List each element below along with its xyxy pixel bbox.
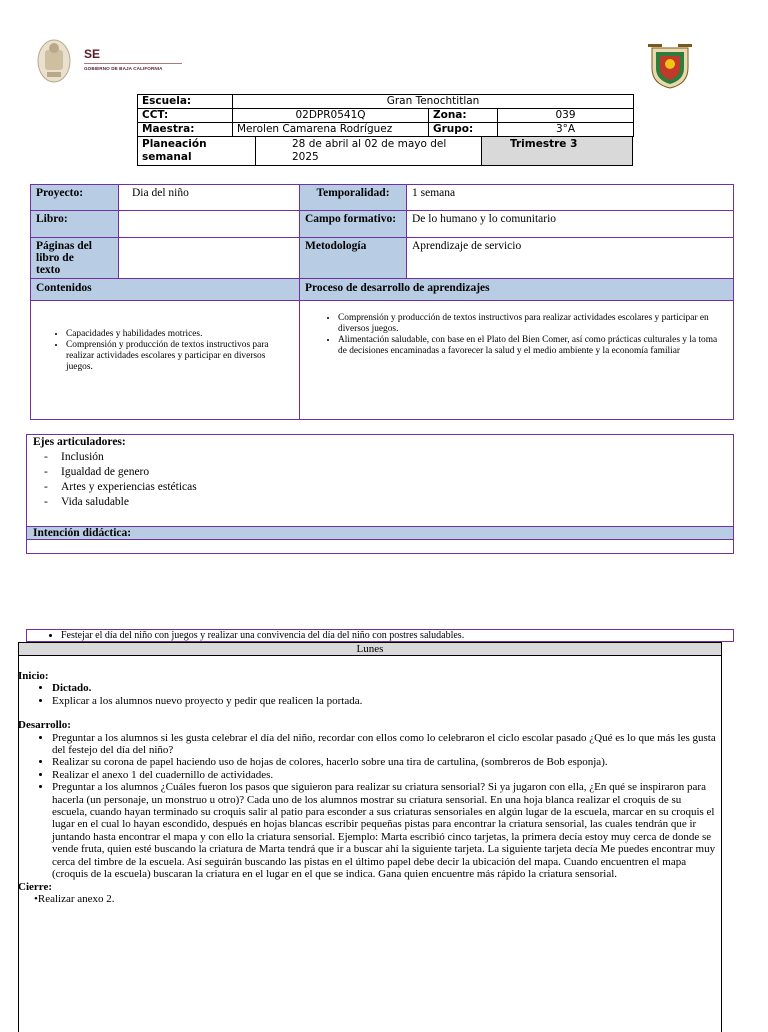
planeacion-label: Planeación semanal [138,137,256,165]
proyecto-value: Dia del niño [119,185,300,211]
proceso-header: Proceso de desarrollo de aprendizajes [300,279,733,301]
project-table [30,184,734,420]
trimestre-value: Trimestre 3 [482,137,632,165]
metodologia-label: Metodología [300,238,407,279]
cct-value: 02DPR0541Q [233,109,429,123]
list-item: • Realizar el anexo 1 del cuadernillo de actividades. [52,769,718,781]
inicio-label: Inicio: [18,670,49,682]
zona-value: 039 [498,109,634,123]
grupo-value: 3°A [498,123,634,137]
fecha-value: 28 de abril al 02 de mayo del 2025 [256,137,482,165]
lunes-plan [18,670,718,905]
list-item: • Dictado. [52,682,718,694]
temporalidad-value: 1 semana [407,185,733,211]
list-item: - Inclusión [61,450,197,465]
paginas-value [119,238,300,279]
school-emblem-icon [644,42,696,90]
state-seal-icon [36,38,72,84]
org-subtitle: GOBIERNO DE BAJA CALIFORNIA [84,66,163,71]
proceso-list [300,301,733,419]
proyecto-label: Proyecto: [31,185,119,211]
list-item: • Explicar a los alumnos nuevo proyecto y pedir que realicen la portada. [52,695,718,707]
list-item: • Realizar su corona de papel haciendo uso de hojas de colores, hacerlo sobre una tira de cartulina, (sombreros de Bob esponja). [52,756,718,768]
libro-value [119,211,300,238]
org-divider [84,63,182,64]
metodologia-value: Aprendizaje de servicio [407,238,733,279]
campo-label: Campo formativo: [300,211,407,238]
cierre-label: Cierre: [18,880,52,893]
org-abbreviation: SE [84,47,101,61]
temporalidad-label: Temporalidad: [300,185,407,211]
intencion-text [26,629,734,642]
list-item: - Igualdad de genero [61,465,197,480]
list-item: • Preguntar a los alumnos ¿Cuáles fueron los pasos que siguieron para realizar su criatura sensorial? Si ya jugaron con ella, ¿En qué se inspiraron para hacerla (un personaje, un monstruo u otro)? Cada uno de los alumnos mostrar su criatura sensorial. En una hoja blanca realizar el croquis de su escuela, cuando hayan terminado su croquis salir al patio para esconder a sus criaturas sensoriales en algún lugar de la escuela, marcar en su croquis el lugar en el cual lo hayan escondido, después en hojas blancas escribir pequeñas pistas para encontrar la criatura sensorial, las cuales tendrán que ir juntando hasta encontrar el mapa y con ello la criatura sensorial. Ejemplo: Marta escribió cinco tarjetas, la primera decía estoy muy cerca de donde se vende fruta, quien esté buscando la criatura de Marta tendrá que ir a buscar ahí la siguiente tarjeta. La siguiente tarjeta decía Me puedes encontrar muy cerca del timbre de la escuela. Así seguirán buscando las pistas en el último papel debe decir la ubicación del mapa. Cuando encuentren el mapa (croquis de la escuela) buscaran la criatura en el lugar en el que se indica. Gana quien encuentre más rápido la criatura sensorial. [52,781,718,880]
lunes-header: Lunes [18,642,722,656]
school-info-table [137,94,634,137]
list-item: • Festejar el día del niño con juegos y realizar una convivencia del día del niño con postres saludables. [61,630,733,641]
maestra-value: Merolen Camarena Rodríguez [233,123,429,137]
ejes-list [27,450,197,510]
ejes-section [26,434,734,554]
escuela-label: Escuela: [138,95,233,109]
list-item: • Capacidades y habilidades motrices. [66,329,294,340]
contenidos-list [31,301,300,419]
desarrollo-list [18,732,718,881]
list-item: - Vida saludable [61,495,197,510]
ejes-title: Ejes articuladores: [33,436,126,448]
libro-label: Libro: [31,211,119,238]
cierre-item: •Realizar anexo 2. [34,892,115,905]
list-item: • Comprensión y producción de textos instructivos para realizar actividades escolares y participar en diversos juegos. [338,313,728,335]
planeacion-row [137,136,633,166]
grupo-label: Grupo: [429,123,498,137]
contenidos-header: Contenidos [31,279,300,301]
escuela-value: Gran Tenochtitlan [233,95,634,109]
intencion-header: Intención didáctica: [27,526,733,540]
inicio-list [18,682,718,707]
desarrollo-label: Desarrollo: [18,719,71,732]
cct-label: CCT: [138,109,233,123]
zona-label: Zona: [429,109,498,123]
list-item: - Artes y experiencias estéticas [61,480,197,495]
paginas-label: Páginas del libro de texto [31,238,119,279]
list-item: • Alimentación saludable, con base en el Plato del Bien Comer, así como prácticas culturales y la toma de decisiones encaminadas a favorecer la salud y el medio ambiente y la economía familiar [338,335,728,357]
list-item: • Preguntar a los alumnos si les gusta celebrar el día del niño, recordar con ellos como lo celebraron el ciclo escolar pasado ¿Qué es lo que más les gusta del festejo del día del niño? [52,732,718,757]
campo-value: De lo humano y lo comunitario [407,211,733,238]
maestra-label: Maestra: [138,123,233,137]
list-item: • Comprensión y producción de textos instructivos para realizar actividades escolares y participar en diversos juegos. [66,340,294,373]
